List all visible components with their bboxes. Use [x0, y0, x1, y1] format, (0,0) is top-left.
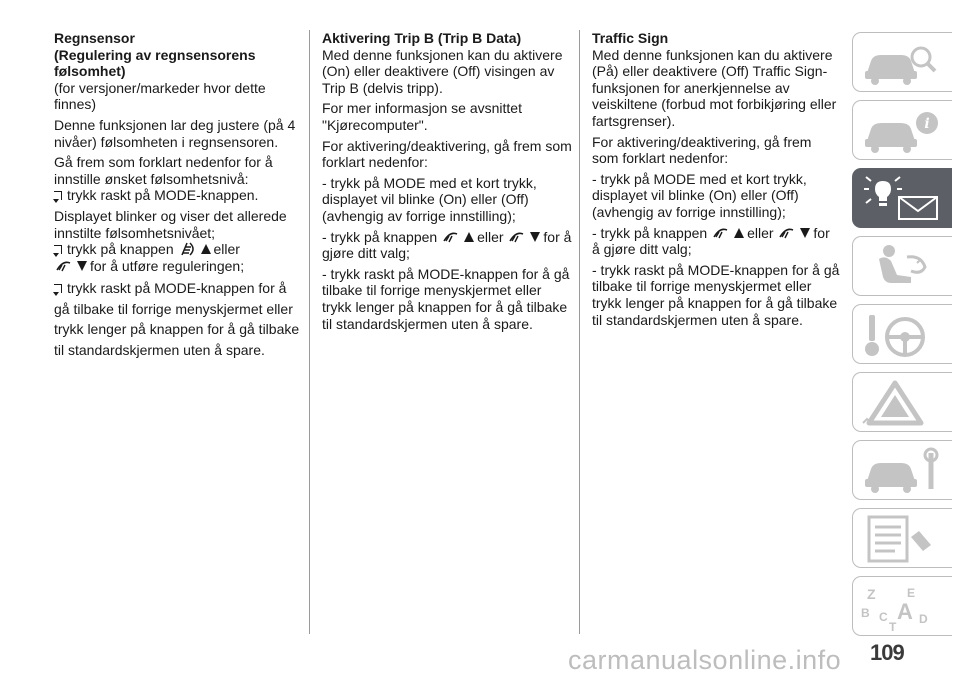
arrow-down-icon	[77, 261, 87, 271]
tab-dashboard-info[interactable]	[852, 100, 952, 160]
column-trip-b	[322, 30, 572, 336]
paragraph: For aktivering/deaktivering, gå frem som forklart nedenfor:	[322, 137, 572, 171]
paragraph: - trykk raskt på MODE-knappen for å gå tilbake til forrige menyskjermet eller trykk lenger på knappen for å gå tilbake til standardskjermen uten å spare.	[322, 265, 570, 332]
paragraph: Displayet blinker og viser det allerede innstilte følsomhetsnivået;	[54, 207, 287, 241]
svg-text:T: T	[889, 620, 897, 631]
section-title-rain-sensor: Regnsensor (Regulering av regnsensorens følsomhet)	[54, 30, 256, 80]
tab-starting-driving[interactable]	[852, 304, 952, 364]
svg-text:i: i	[924, 116, 930, 132]
bullet-arrow-icon	[54, 284, 63, 294]
wiper-sensor-icon	[778, 225, 796, 241]
warning-light-message-icon	[861, 175, 945, 223]
bullet-item: trykk raskt på MODE-knappen.	[54, 187, 300, 204]
bullet-item: trykk på knappen eller for å utføre reguleringen;	[54, 241, 300, 274]
svg-text:C: C	[879, 610, 888, 624]
paragraph: - trykk på knappen eller for å gjøre ditt valg;	[322, 228, 572, 262]
paragraph: Med denne funksjonen kan du aktivere (På) eller deaktivere (Off) Traffic Sign-funksjonen for anerkjennelse av veiskiltene (forbud mot forbikjøring eller fartsgrenser).	[592, 46, 837, 129]
tab-index[interactable]	[852, 576, 952, 636]
checklist-icon	[861, 515, 945, 563]
wiper-sensor-icon	[55, 258, 73, 274]
watermark: carmanualsonline.info	[568, 645, 842, 675]
tab-technical-data[interactable]	[852, 508, 952, 568]
column-divider	[309, 30, 310, 634]
tab-warning-lights[interactable]	[852, 168, 952, 228]
bullet-arrow-icon	[54, 245, 63, 255]
paragraph: - trykk på MODE med et kort trykk, displayet vil blinke (On) eller (Off) (avhengig av forrige innstilling);	[592, 170, 807, 220]
arrow-up-icon	[464, 232, 474, 242]
car-wrench-icon	[861, 447, 945, 495]
arrow-up-icon	[734, 228, 744, 238]
tab-maintenance[interactable]	[852, 440, 952, 500]
svg-text:A: A	[897, 599, 913, 624]
car-search-icon	[861, 39, 945, 87]
paragraph: - trykk på knappen eller for å gjøre ditt valg;	[592, 224, 830, 258]
paragraph: - trykk på MODE med et kort trykk, displayet vil blinke (On) eller (Off) (avhengig av forrige innstilling);	[322, 174, 537, 224]
wiper-sensor-icon	[442, 229, 460, 245]
paragraph: For mer informasjon se avsnittet "Kjørecomputer".	[322, 100, 522, 133]
tab-emergency[interactable]	[852, 372, 952, 432]
wiper-sensor-icon	[508, 229, 526, 245]
steering-key-icon	[861, 311, 945, 359]
paragraph: - trykk raskt på MODE-knappen for å gå tilbake til forrige menyskjermet eller trykk lenger på knappen for å gå tilbake til standardskjermen uten å spare.	[592, 261, 840, 328]
paragraph: For aktivering/deaktivering, gå frem som forklart nedenfor:	[592, 133, 812, 167]
alphabet-index-icon	[861, 583, 945, 631]
svg-text:D: D	[919, 612, 928, 626]
tab-knowing-car[interactable]	[852, 32, 952, 92]
seat-airbag-icon	[861, 243, 945, 291]
warning-triangle-icon	[861, 379, 945, 427]
column-traffic-sign	[592, 30, 840, 332]
wiper-sensor-icon	[712, 225, 730, 241]
svg-text:B: B	[861, 606, 870, 620]
arrow-down-icon	[530, 232, 540, 242]
versions-note: (for versjoner/markeder hvor dette finnes)	[54, 79, 266, 113]
section-title-traffic-sign: Traffic Sign	[592, 30, 669, 46]
section-title-trip-b: Aktivering Trip B (Trip B Data)	[322, 30, 522, 46]
arrow-down-icon	[800, 228, 810, 238]
column-rain-sensor	[54, 30, 300, 364]
paragraph: Med denne funksjonen kan du aktivere (On) eller deaktivere (Off) visingen av Trip B (delvis tripp).	[322, 46, 563, 96]
page-number: 109	[870, 640, 904, 665]
svg-text:E: E	[907, 586, 916, 600]
svg-text:Z: Z	[867, 586, 876, 602]
wiper-sensor-icon	[179, 241, 197, 257]
column-divider	[579, 30, 580, 634]
bullet-arrow-icon	[54, 191, 63, 201]
tab-safety[interactable]	[852, 236, 952, 296]
car-info-icon	[861, 107, 945, 155]
bullet-item: trykk raskt på MODE-knappen for å gå tilbake til forrige menyskjermet eller trykk lenger på knappen for å gå tilbake til standardskjermen uten å spare.	[54, 280, 300, 358]
arrow-up-icon	[201, 244, 211, 254]
paragraph: Denne funksjonen lar deg justere (på 4 nivåer) følsomheten i regnsensoren.	[54, 116, 296, 150]
paragraph: Gå frem som forklart nedenfor for å innstille ønsket følsomhetsnivå:	[54, 154, 273, 187]
